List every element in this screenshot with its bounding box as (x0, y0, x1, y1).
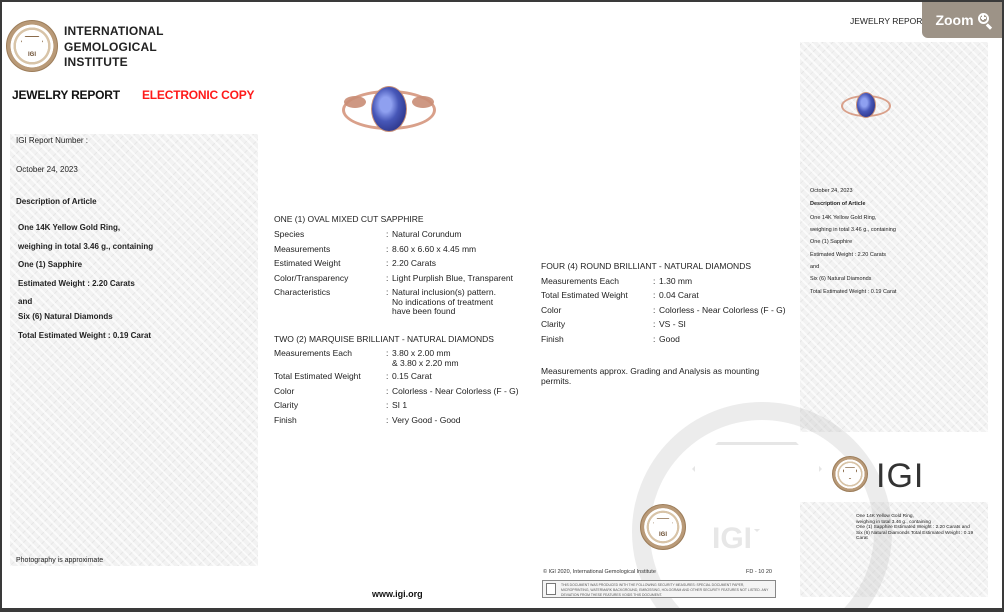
document-icon (546, 583, 556, 595)
electronic-copy-label: ELECTRONIC COPY (142, 88, 255, 102)
row-label: Measurements Each (274, 348, 352, 358)
right-line-3: One (1) Sapphire (810, 239, 853, 245)
row-separator: : (386, 348, 389, 358)
note-text: Measurements approx. Grading and Analysis as mounting permits. (541, 366, 760, 386)
row-value: 0.04 Carat (659, 290, 699, 300)
right-card-text: One 14K Yellow Gold Ring, weighing in total 3.46 g., containing One (1) Sapphire Estimated Weight : 2.20 Carats and Six (6) Natural Diamonds Total Estimated Weight : 0.19 Carat (856, 514, 974, 541)
row-separator: : (386, 244, 389, 254)
row-value: 3.80 x 2.00 mm & 3.80 x 2.20 mm (392, 348, 459, 368)
row-label: Color (541, 305, 562, 315)
right-description-heading: Description of Article (810, 201, 866, 207)
row-separator: : (653, 319, 656, 329)
org-name-line-1: INTERNATIONAL (64, 24, 164, 38)
description-line-2: weighing in total 3.46 g., containing (18, 242, 154, 251)
description-line-5: and (18, 297, 33, 306)
row-label: Finish (541, 334, 564, 344)
zoom-label: Zoom (935, 12, 974, 28)
row-value: Natural Corundum (392, 229, 462, 239)
org-name-line-2: GEMOLOGICAL (64, 39, 157, 54)
sapphire-section-title: ONE (1) OVAL MIXED CUT SAPPHIRE (274, 214, 424, 224)
form-code: FD - 10 20 (746, 569, 772, 575)
row-label: Finish (274, 415, 297, 425)
row-label: Measurements Each (541, 276, 619, 286)
right-line-2: weighing in total 3.46 g., containing (810, 227, 896, 233)
description-heading: Description of Article (16, 197, 97, 206)
row-value: 8.60 x 6.60 x 4.45 mm (392, 244, 477, 254)
row-label: Measurements (274, 244, 331, 254)
website-link[interactable]: www.igi.org (372, 589, 423, 599)
diamond-icon (843, 467, 858, 479)
jewelry-report-document (2, 2, 1002, 608)
row-separator: : (386, 273, 389, 283)
igi-seal-footer (640, 504, 686, 550)
right-line-1: One 14K Yellow Gold Ring, (810, 215, 877, 221)
row-separator: : (386, 415, 389, 425)
right-line-4: Estimated Weight : 2.20 Carats (810, 252, 887, 258)
description-line-6: Six (6) Natural Diamonds (18, 312, 113, 321)
description-line-7: Total Estimated Weight : 0.19 Carat (18, 331, 152, 340)
row-separator: : (386, 400, 389, 410)
row-separator: : (386, 287, 389, 297)
row-separator: : (386, 258, 389, 268)
row-label: Clarity (274, 400, 299, 410)
row-label: Total Estimated Weight (274, 371, 361, 381)
igi-seal-logo-right (832, 456, 868, 492)
seal-logo-text: IGI (27, 52, 36, 58)
ring-photo (340, 82, 438, 140)
row-label: Clarity (541, 319, 566, 329)
watermark-text: IGI (712, 522, 753, 555)
ring-thumbnail (840, 90, 892, 122)
row-value: 0.15 Carat (392, 371, 432, 381)
row-separator: : (653, 290, 656, 300)
row-label: Total Estimated Weight (541, 290, 628, 300)
security-notice (542, 580, 776, 598)
right-report-title: JEWELRY REPOR (850, 16, 923, 26)
row-value: SI 1 (392, 400, 408, 410)
row-separator: : (653, 334, 656, 344)
report-number-label: IGI Report Number : (16, 136, 89, 145)
row-separator: : (386, 386, 389, 396)
round-section-title: FOUR (4) ROUND BRILLIANT - NATURAL DIAMONDS (541, 261, 752, 271)
security-notice-text: THIS DOCUMENT WAS PRODUCED WITH THE FOLLOWING SECURITY MEASURES: SPECIAL DOCUMENT PAPER, MICROPRINTING, WATERMARK BACKGROUND, EMBOSSING, HOLOGRAM AND OTHER SECURITY FEATURES NOT LISTED. ANY DEVIATION FROM THESE FEATURES VOIDS THIS DOCUMENT. (561, 583, 769, 597)
row-value: Very Good - Good (392, 415, 461, 425)
row-label: Estimated Weight (274, 258, 341, 268)
right-line-5: and (810, 264, 820, 270)
row-separator: : (653, 305, 656, 315)
row-label: Color (274, 386, 295, 396)
row-separator: : (653, 276, 656, 286)
zoom-in-icon (978, 13, 993, 28)
row-separator: : (386, 371, 389, 381)
igi-seal-logo (6, 20, 58, 72)
description-line-3: One (1) Sapphire (18, 260, 83, 269)
igi-wordmark: IGI (876, 457, 925, 495)
photography-note: Photography is approximate (16, 557, 104, 564)
row-value: 2.20 Carats (392, 258, 436, 268)
zoom-button[interactable] (922, 2, 1002, 38)
row-value: Light Purplish Blue, Transparent (392, 273, 513, 283)
row-separator: : (386, 229, 389, 239)
row-value: Good (659, 334, 680, 344)
row-label: Color/Transparency (274, 273, 349, 283)
row-value: Colorless - Near Colorless (F - G) (392, 386, 519, 396)
row-value: VS - SI (659, 319, 686, 329)
org-name (64, 24, 164, 71)
row-label: Characteristics (274, 287, 331, 297)
description-line-1: One 14K Yellow Gold Ring, (18, 223, 121, 232)
report-title: JEWELRY REPORT (12, 88, 120, 102)
description-line-4: Estimated Weight : 2.20 Carats (18, 279, 135, 288)
report-date: October 24, 2023 (16, 165, 78, 174)
row-label: Species (274, 229, 305, 239)
right-line-6: Six (6) Natural Diamonds (810, 276, 872, 282)
right-date: October 24, 2023 (810, 188, 853, 194)
marquise-section-title: TWO (2) MARQUISE BRILLIANT - NATURAL DIAMONDS (274, 334, 494, 344)
seal-logo-text: IGI (658, 532, 667, 539)
copyright-text: © IGI 2020, International Gemological Institute (543, 569, 656, 575)
right-line-7: Total Estimated Weight : 0.19 Carat (810, 289, 897, 295)
row-value: Natural inclusion(s) pattern. No indications of treatment have been found (392, 287, 496, 316)
org-name-line-3: INSTITUTE (64, 55, 128, 69)
row-value: Colorless - Near Colorless (F - G) (659, 305, 786, 315)
row-value: 1.30 mm (659, 276, 693, 286)
